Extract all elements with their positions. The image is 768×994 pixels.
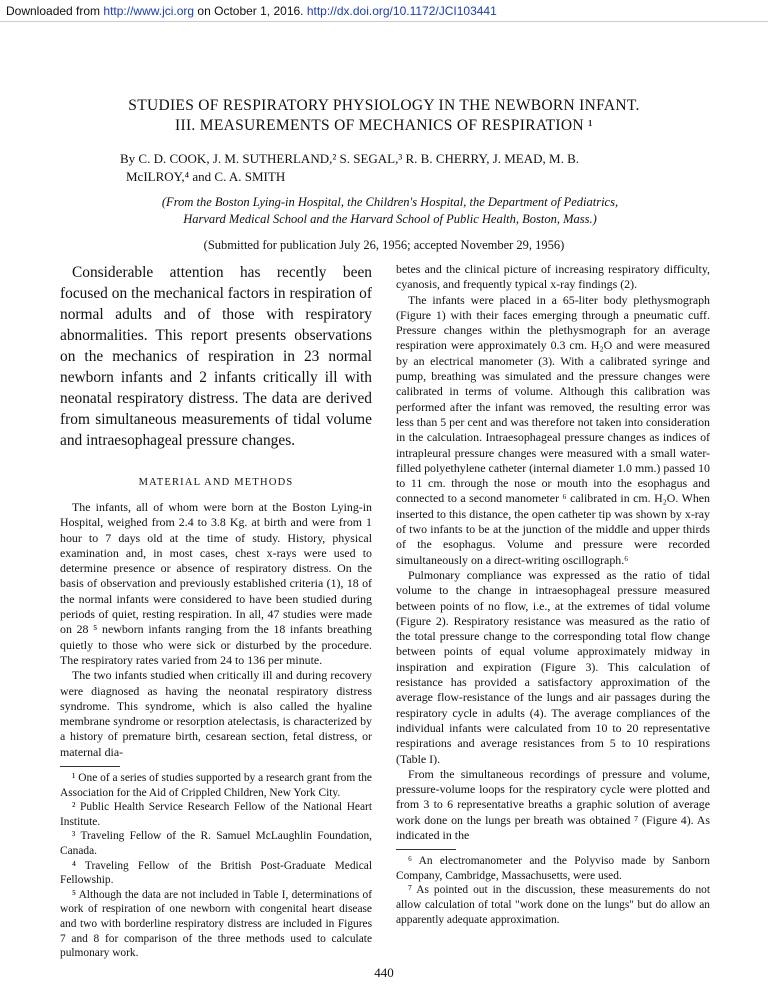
- affiliation: [120, 194, 660, 228]
- title-line-2: III. MEASUREMENTS OF MECHANICS OF RESPIRATION ¹: [175, 117, 593, 134]
- footnote-3: ³ Traveling Fellow of the R. Samuel McLaughlin Foundation, Canada.: [60, 830, 372, 858]
- banner-date: on October 1, 2016.: [194, 4, 307, 18]
- page-number: 440: [374, 965, 394, 980]
- methods-paragraph-2: The two infants studied when critically ill and during recovery were diagnosed as having the neonatal respiratory distress syndrome. This syndrome, which is also called the hyaline membrane syndrome or resorption atelectasis, is characterized by a history of premature birth, cesarean section, fetal distress, or maternal dia-: [60, 668, 372, 759]
- footnote-divider: [60, 766, 120, 767]
- footnote-2: ² Public Health Service Research Fellow of the National Heart Institute.: [60, 801, 372, 828]
- title-line-1: STUDIES OF RESPIRATORY PHYSIOLOGY IN THE NEWBORN INFANT.: [128, 97, 640, 114]
- authors-line-2: McILROY,⁴ and C. A. SMITH: [126, 169, 286, 184]
- banner-prefix: Downloaded from: [6, 4, 104, 18]
- affiliation-line-1: (From the Boston Lying-in Hospital, the Children's Hospital, the Department of Pediatrics,: [161, 195, 619, 209]
- footnote-7: ⁷ As pointed out in the discussion, these measurements do not allow calculation of total "work done on the lungs" but do allow an apparently adequate approximation.: [396, 884, 710, 926]
- download-banner: [0, 0, 768, 22]
- continued-paragraph: betes and the clinical picture of increasing respiratory difficulty, cyanosis, and frequently typical x-ray findings (2).: [396, 262, 710, 292]
- submission-dates: (Submitted for publication July 26, 1956; accepted November 29, 1956): [203, 238, 565, 252]
- section-heading: MATERIAL AND METHODS: [138, 477, 294, 488]
- work-paragraph: From the simultaneous recordings of pressure and volume, pressure-volume loops for the respiratory cycle were plotted and from 3 to 6 representative breaths a graphic solution of average work done on the lungs per breath was obtained ⁷ (Figure 4). As indicated in the: [396, 766, 710, 842]
- doi-link[interactable]: http://dx.doi.org/10.1172/JCI103441: [306, 4, 497, 18]
- methods-paragraph-1: The infants, all of whom were born at the Boston Lying-in Hospital, weighed from 2.4 to 3.8 Kg. at birth and were from 1 hour to 7 days old at the time of study. History, physical examination and, in most cases, chest x-rays were used to determine presence or absence of respiratory distress. On the basis of observation and previously established criteria (1), 18 of the normal infants were considered to have been studied during periods of quiet, resting respiration. In all, 47 studies were made on 28 ⁵ newborn infants ranging from the 18 infants breathing quietly to those who were sick or disturbed by the procedure. The respiratory rates varied from 24 to 136 per minute.: [60, 500, 372, 667]
- footnote-5: ⁵ Although the data are not included in Table I, determinations of work of respiration of one newborn with congenital heart disease and two with borderline respiratory distress are included in Figures 7 and 8 for comparison of the three methods used to calculate pulmonary work.: [60, 888, 372, 960]
- lead-paragraph: Considerable attention has recently been focused on the mechanical factors in respiration of normal adults and of those with respiratory abnormalities. This report presents observations on the mechanics of respiration in 23 normal newborn infants and 2 infants critically ill with neonatal respiratory distress. The data are derived from simultaneous measurements of tidal volume and intraesophageal pressure changes.: [60, 264, 372, 449]
- authors: [120, 150, 660, 186]
- authors-line-1: By C. D. COOK, J. M. SUTHERLAND,² S. SEGAL,³ R. B. CHERRY, J. MEAD, M. B.: [120, 151, 580, 166]
- compliance-paragraph: Pulmonary compliance was expressed as the ratio of tidal volume to the change in intraesophageal pressure measured between points of no flow, i.e., at the extremes of tidal volume (Figure 2). Respiratory resistance was measured as the ratio of the total pressure change to the corresponding total flow change between points of equal volume approximately midway in inspiration and expiration (Figure 3). This calculation of resistance has provided a satisfactory approximation of the average flow-resistance of the lungs and air passages during the respiratory cycle in adults (4). The average compliances of the individual infants were calculated from 10 to 20 representative respirations and average resistances from 5 to 10 respirations (Table I).: [396, 567, 710, 766]
- left-column: [60, 262, 372, 961]
- affiliation-line-2: Harvard Medical School and the Harvard School of Public Health, Boston, Mass.): [183, 212, 597, 226]
- plethysmograph-paragraph: The infants were placed in a 65-liter body plethysmograph (Figure 1) with their faces emerging through a pneumatic cuff. Pressure changes within the plethysmograph for an average respiration were approximately 0.3 cm. H₂O and were measured by an electrical manometer (3). With a calibrated syringe and pump, breathing was simulated and the pressure changes were calibrated in terms of volume. Although this calibration was performed after the infant was removed, the resulting error was less than 5 per cent and was therefore not taken into consideration in the calculation. Intraesophageal pressure changes as indices of intrapleural pressure changes were measured with a small water-filled polyethylene catheter (internal diameter 1.0 mm.) passed 10 to 11 cm. through the nose or mouth into the esophagus and connected to a second manometer ⁶ calibrated in cm. H₂O. When inserted to this distance, the open catheter tip was shown by x-ray of two infants to be at the junction of the middle and upper thirds of the esophagus. Volume and pressure were recorded simultaneously on a direct-writing oscillograph.⁶: [396, 292, 711, 567]
- footnote-1: ¹ One of a series of studies supported by a research grant from the Association for the Aid of Crippled Children, New York City.: [60, 772, 372, 799]
- footnote-6: ⁶ An electromanometer and the Polyviso made by Sanborn Company, Cambridge, Massachusetts, were used.: [396, 855, 710, 882]
- jci-link[interactable]: http://www.jci.org: [103, 4, 195, 18]
- footnote-4: ⁴ Traveling Fellow of the British Post-Graduate Medical Fellowship.: [60, 859, 372, 887]
- footnote-divider-right: [396, 849, 456, 850]
- right-column: [396, 262, 710, 927]
